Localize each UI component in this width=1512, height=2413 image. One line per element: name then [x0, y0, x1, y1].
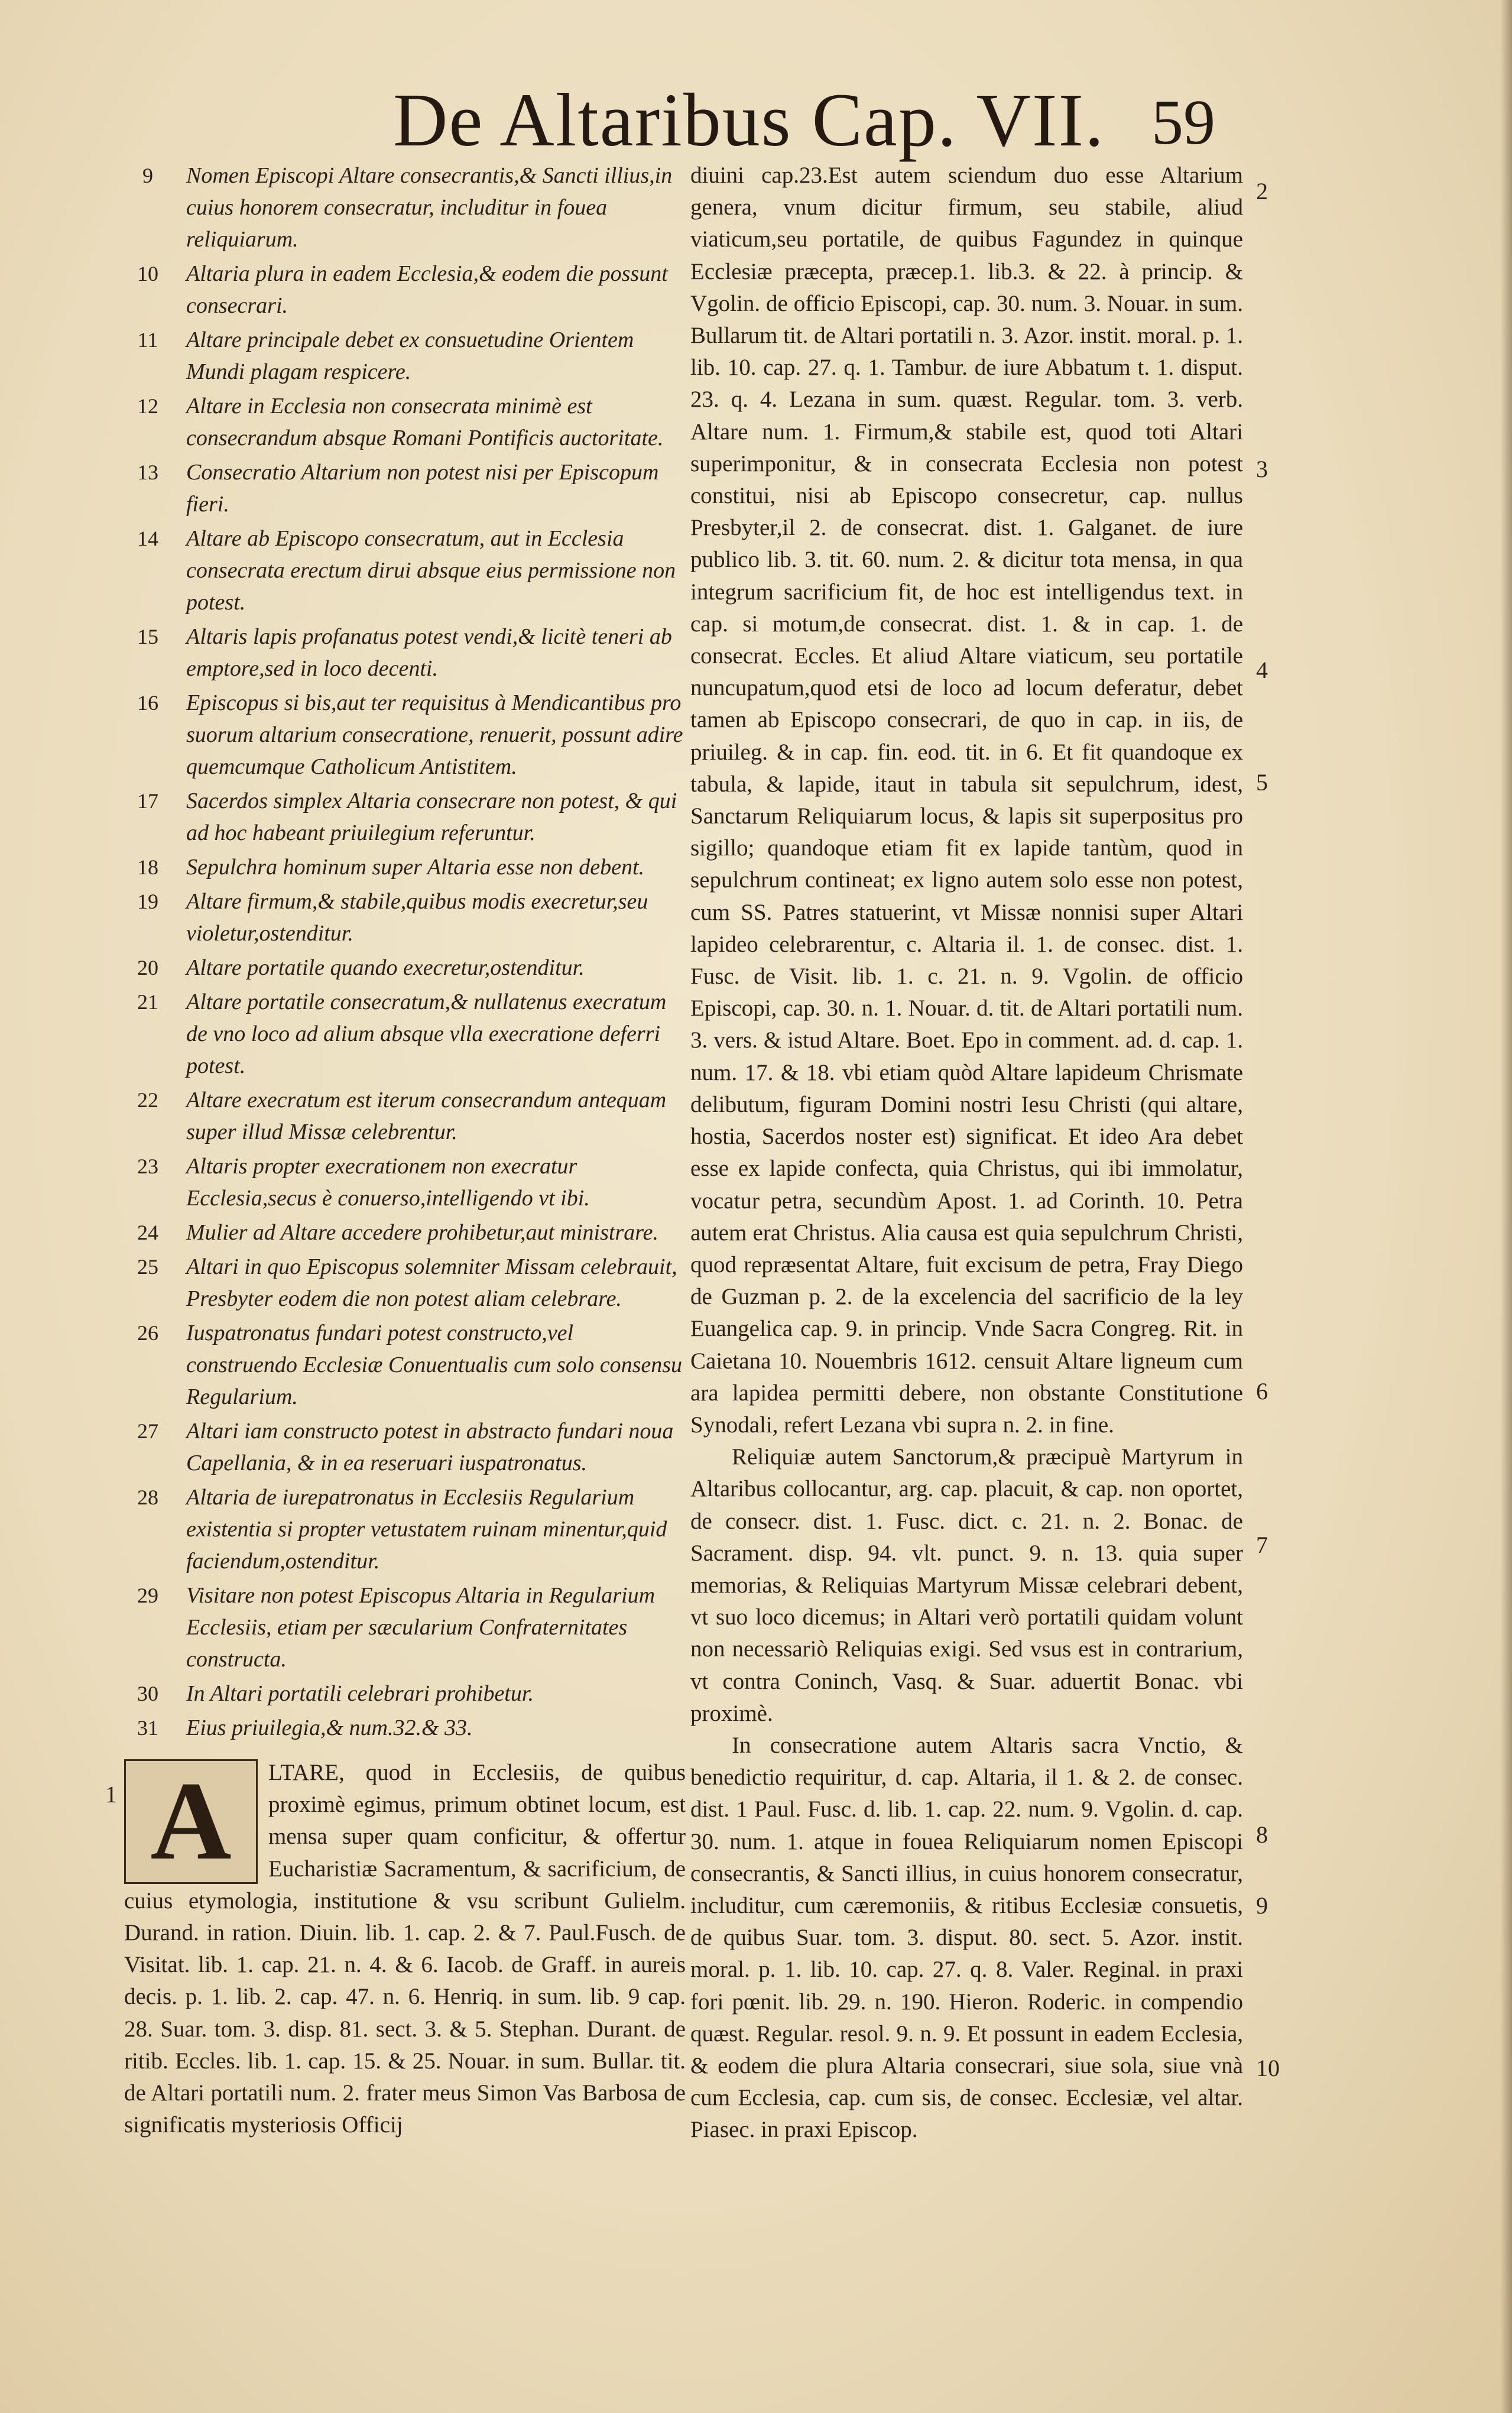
margin-number: 1 — [105, 1781, 117, 1808]
summary-item — [124, 687, 686, 783]
summary-number: 17 — [137, 789, 158, 813]
summary-number: 18 — [137, 855, 158, 879]
running-header — [0, 65, 1512, 162]
ornamental-initial: A — [124, 1759, 258, 1884]
summary-text: Altare execratum est iterum consecrandum antequam super illud Missæ celebrentur. — [186, 1088, 667, 1144]
opening-paragraph — [105, 1757, 686, 2141]
summary-text: Nomen Episcopi Altare consecrantis,& Sancti illius,in cuius honorem consecratur, includitur in fouea reliquiarum. — [186, 163, 673, 252]
summary-item — [124, 1251, 686, 1315]
summary-text: Altaris lapis profanatus potest vendi,& licitè teneri ab emptore,sed in loco decenti. — [186, 624, 672, 681]
summary-number: 19 — [137, 890, 158, 913]
summary-item — [124, 1481, 686, 1577]
summary-item — [124, 851, 686, 883]
summary-number: 10 — [137, 262, 158, 286]
summary-item — [124, 886, 686, 949]
summary-text: Altari iam constructo potest in abstracto fundari noua Capellania, & in ea reseruari iuspatronatus. — [186, 1419, 674, 1475]
summary-text: Altare principale debet ex consuetudine Orientem Mundi plagam respicere. — [186, 327, 634, 384]
summary-text: Altare in Ecclesia non consecrata minimè est consecrandum absque Romani Pontificis auctoritate. — [186, 394, 664, 450]
summary-number: 13 — [137, 460, 158, 484]
summary-number: 9 — [142, 164, 153, 187]
margin-number: 9 — [1256, 1892, 1268, 1919]
summary-item — [124, 324, 686, 388]
summary-number: 27 — [137, 1419, 158, 1443]
summary-number: 28 — [137, 1486, 158, 1509]
summary-text: Altare portatile quando execretur,ostenditur. — [186, 955, 585, 980]
margin-number: 7 — [1256, 1532, 1268, 1558]
page-number: 59 — [1151, 87, 1215, 158]
summary-number: 31 — [137, 1716, 158, 1740]
page-edge-shadow — [1500, 0, 1512, 2413]
summary-item — [124, 621, 686, 685]
margin-number: 2 — [1256, 178, 1268, 205]
margin-number: 8 — [1256, 1821, 1268, 1848]
summary-number: 22 — [137, 1088, 158, 1112]
summary-item — [124, 1217, 686, 1248]
summary-text: Sepulchra hominum super Altaria esse non debent. — [186, 855, 645, 880]
right-paragraph: Reliquiæ autem Sanctorum,& præcipuè Martyrum in Altaribus collocantur, arg. cap. placuit, & cap. non oportet, de consecr. dist. 1. Fusc. dict. c. 21. n. 2. Bonac. de Sacrament. disp. 94. vlt. punct. 9. n. 13. quia super memorias, & Reliquias Martyrum Missæ celebrari debent, vt suo loco dicemus; in Altari verò portatili quidam volunt non necessariò Reliquias exigi. Sed vsus est in contrarium, vt contra Coninch, Vasq. & Suar. aduertit Bonac. vbi proximè. — [690, 1444, 1243, 1726]
summary-number: 29 — [137, 1584, 158, 1607]
summary-item — [124, 1084, 686, 1148]
summary-number: 20 — [137, 956, 158, 980]
summary-item — [124, 1580, 686, 1675]
summary-item — [124, 785, 686, 849]
summary-item — [124, 1150, 686, 1214]
summary-text: Altaris propter execrationem non execratur Ecclesia,secus è conuerso,intelligendo vt ibi. — [186, 1154, 590, 1211]
margin-number: 3 — [1256, 456, 1268, 482]
margin-number: 10 — [1256, 2055, 1280, 2081]
summary-item — [124, 160, 686, 255]
summary-list — [124, 160, 686, 1744]
right-paragraph: diuini cap.23.Est autem sciendum duo esse Altarium genera, vnum dicitur firmum, seu stabile, aliud viaticum,seu portatile, de quibus Fagundez in quinque Ecclesiæ præcepta, præcep.1. lib.3. & 22. à princip. & Vgolin. de officio Episcopi, cap. 30. num. 3. Nouar. in sum. Bullarum tit. de Altari portatili n. 3. Azor. instit. moral. p. 1. lib. 10. cap. 27. q. 1. Tambur. de iure Abbatum t. 1. disput. 23. q. 4. Lezana in sum. quæst. Regular. tom. 3. verb. Altare num. 1. Firmum,& stabile est, quod toti Altari superimponitur, & in consecrata Ecclesia non potest constitui, nisi ab Episcopo consecretur, cap. nullus Presbyter,il 2. de consecrat. dist. 1. Galganet. de iure publico lib. 3. tit. 60. num. 2. & dicitur tota mensa, in qua integrum sacrificium fit, de hoc est intelligendus text. in cap. si motum,de consecrat. dist. 1. & in cap. 1. de consecrat. Eccles. Et aliud Altare viaticum, seu portatile nuncupatum,quod etsi de loco ad locum deferatur, debet tamen ab Episcopo consecrari, de quo in cap. in iis, de priuileg. & in cap. fin. eod. tit. in 6. Et fit quandoque ex tabula, & lapide, itaut in tabula sit sepulchrum, idest, Sanctarum Reliquiarum locus, & lapis sit superpositus pro sigillo; quandoque etiam fit ex lapide tantùm, quod in sepulchrum contineat; ex ligno autem solo esse non potest, cum SS. Patres statuerint, vt Missæ nonnisi super Altari lapideo celebrarentur, c. Altaria il. 1. de consec. dist. 1. Fusc. de Visit. lib. 1. c. 21. n. 9. Vgolin. de officio Episcopi, cap. 30. n. 1. Nouar. d. tit. de Altari portatili num. 3. vers. & istud Altare. Boet. Epo in comment. ad. d. cap. 1. num. 17. & 18. vbi etiam quòd Altare lapideum Chrismate delibutum, figuram Domini nostri Iesu Christi (qui altare, hostia, Sacerdos noster est) significat. Et ideo Ara debet esse ex lapide confecta, quia Christus, qui ibi immolatur, vocatur petra, secundùm Apost. 1. ad Corinth. 10. Petra autem erat Christus. Alia causa est quia sepulchrum Christi, quod repræsentat Altare, fuit excisum de petra, Fray Diego de Guzman p. 2. de la excelencia del sacrificio de la ley Euangelica cap. 9. in princip. Vnde Sacra Congreg. Rit. in Caietana 10. Nouembris 1612. censuit Altare ligneum cum ara lapidea permitti debere, non obstante Constitutione Synodali, refert Lezana vbi supra n. 2. in fine. — [690, 163, 1243, 1438]
summary-number: 26 — [137, 1321, 158, 1345]
summary-text: Eius priuilegia,& num.32.& 33. — [186, 1715, 473, 1740]
margin-number: 5 — [1256, 769, 1268, 796]
summary-text: Altare ab Episcopo consecratum, aut in Ecclesia consecrata erectum dirui absque eius permissione non potest. — [186, 526, 676, 615]
page-title: De Altaribus Cap. VII. — [393, 78, 1105, 162]
summary-item — [124, 523, 686, 618]
summary-number: 23 — [137, 1154, 158, 1178]
right-column — [690, 160, 1243, 2146]
summary-number: 21 — [137, 990, 158, 1014]
summary-number: 25 — [137, 1255, 158, 1279]
summary-text: Altaria de iurepatronatus in Ecclesiis Regularium existentia si propter vetustatem ruinam minentur,quid faciendum,ostenditur. — [186, 1485, 667, 1574]
left-column — [105, 160, 686, 2141]
summary-number: 12 — [137, 394, 158, 418]
left-body-text — [124, 1757, 686, 2141]
summary-text: Consecratio Altarium non potest nisi per Episcopum fieri. — [186, 460, 659, 517]
summary-text: Sacerdos simplex Altaria consecrare non potest, & qui ad hoc habeant priuilegium referuntur. — [186, 789, 677, 845]
summary-text: Altari in quo Episcopus solemniter Missam celebrauit, Presbyter eodem die non potest aliam celebrare. — [186, 1254, 677, 1311]
summary-item — [124, 456, 686, 520]
summary-text: Visitare non potest Episcopus Altaria in Regularium Ecclesiis, etiam per sæcularium Confraternitates constructa. — [186, 1583, 656, 1672]
summary-number: 14 — [137, 527, 158, 550]
summary-number: 15 — [137, 625, 158, 648]
summary-item — [124, 986, 686, 1082]
summary-number: 30 — [137, 1682, 158, 1705]
summary-item — [124, 1317, 686, 1413]
right-paragraph: In consecratione autem Altaris sacra Vnctio, & benedictio requiritur, d. cap. Altaria, il 1. & 2. de consec. dist. 1 Paul. Fusc. d. lib. 1. cap. 22. num. 9. Vgolin. d. cap. 30. num. 1. atque in fouea Reliquiarum nomen Episcopi consecrantis, & Sancti illius, in cuius honorem consecratur, includitur, cum cæremoniis, & ritibus Ecclesiæ consuetis, de quibus Suar. tom. 3. disput. 80. sect. 5. Azor. instit. moral. p. 1. lib. 10. cap. 27. q. 8. Valer. Reginal. in praxi fori pœnit. lib. 29. n. 190. Hieron. Roderic. in compendio quæst. Regular. resol. 9. n. 9. Et possunt in eadem Ecclesia, & eodem die plura Altaria consecrari, siue sola, siue vnà cum Ecclesia, cap. cum sis, de consec. Ecclesiæ, vel altar. Piasec. in praxi Episcop. — [690, 1732, 1243, 2143]
summary-number: 16 — [137, 691, 158, 715]
summary-number: 24 — [137, 1221, 158, 1244]
summary-item — [124, 952, 686, 984]
summary-item — [124, 258, 686, 322]
summary-item — [124, 390, 686, 454]
summary-text: Mulier ad Altare accedere prohibetur,aut ministrare. — [186, 1220, 658, 1245]
summary-text: Episcopus si bis,aut ter requisitus à Mendicantibus pro suorum altarium consecratione, renuerit, possunt adire quemcumque Catholicum Antistitem. — [186, 690, 683, 779]
summary-text: Altare portatile consecratum,& nullatenus execratum de vno loco ad alium absque vlla execratione deferri potest. — [186, 990, 667, 1078]
summary-text: Altare firmum,& stabile,quibus modis execretur,seu violetur,ostenditur. — [186, 889, 648, 946]
summary-number: 11 — [137, 328, 158, 352]
summary-text: In Altari portatili celebrari prohibetur. — [186, 1681, 534, 1706]
summary-text: Altaria plura in eadem Ecclesia,& eodem die possunt consecrari. — [186, 261, 668, 318]
summary-item — [124, 1712, 686, 1744]
summary-item — [124, 1415, 686, 1479]
left-body-content: LTARE, quod in Ecclesiis, de quibus proximè egimus, primum obtinet locum, est mensa super quam conficitur, & offertur Eucharistiæ Sacramentum, & sacrificium, de cuius etymologia, institutione & vsu scribunt Gulielm. Durand. in ration. Diuin. lib. 1. cap. 2. & 7. Paul.Fusch. de Visitat. lib. 1. cap. 21. n. 4. & 6. Iacob. de Graff. in aureis decis. p. 1. lib. 2. cap. 47. n. 6. Henriq. in sum. lib. 9 cap. 28. Suar. tom. 3. disp. 81. sect. 3. & 5. Stephan. Durant. de ritib. Eccles. lib. 1. cap. 15. & 25. Nouar. in sum. Bullar. tit. de Altari portatili num. 2. frater meus Simon Vas Barbosa de significatis mysteriosis Officij — [124, 1760, 686, 2138]
margin-number: 6 — [1256, 1378, 1268, 1405]
margin-number: 4 — [1256, 657, 1268, 683]
summary-text: Iuspatronatus fundari potest constructo,vel construendo Ecclesiæ Conuentualis cum solo consensu Regularium. — [186, 1321, 683, 1409]
summary-item — [124, 1678, 686, 1710]
